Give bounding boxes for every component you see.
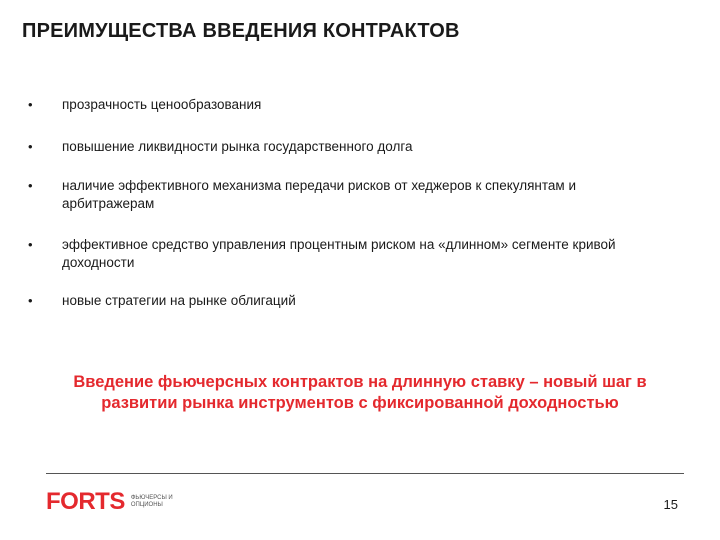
bullet-marker: •	[28, 293, 33, 308]
page-number: 15	[663, 497, 678, 512]
footer-divider	[46, 473, 684, 474]
bullet-marker: •	[28, 139, 33, 154]
bullet-marker: •	[28, 97, 33, 112]
forts-logo	[46, 490, 181, 514]
highlight-statement: Введение фьючерсных контрактов на длинную ставку – новый шаг в развитии рынка инструментов с фиксированной доходностью	[73, 373, 647, 412]
bullet-marker: •	[28, 237, 33, 252]
bullet-text: наличие эффективного механизма передачи рисков от хеджеров к спекулянтам и арбитражерам	[62, 178, 576, 211]
bullet-text: прозрачность ценообразования	[62, 97, 262, 112]
logo-subtitle: ФЬЮЧЕРСЫ И ОПЦИОНЫ	[130, 495, 173, 508]
logo-wordmark: FORTS	[46, 488, 125, 515]
bullet-text: эффективное средство управления процентным риском на «длинном» сегменте кривой доходности	[62, 237, 616, 270]
bullet-text: повышение ликвидности рынка государственного долга	[62, 139, 413, 154]
bullet-text: новые стратегии на рынке облигаций	[62, 293, 296, 308]
bullet-marker: •	[28, 178, 33, 193]
slide-title: ПРЕИМУЩЕСТВА ВВЕДЕНИЯ КОНТРАКТОВ	[22, 20, 460, 42]
